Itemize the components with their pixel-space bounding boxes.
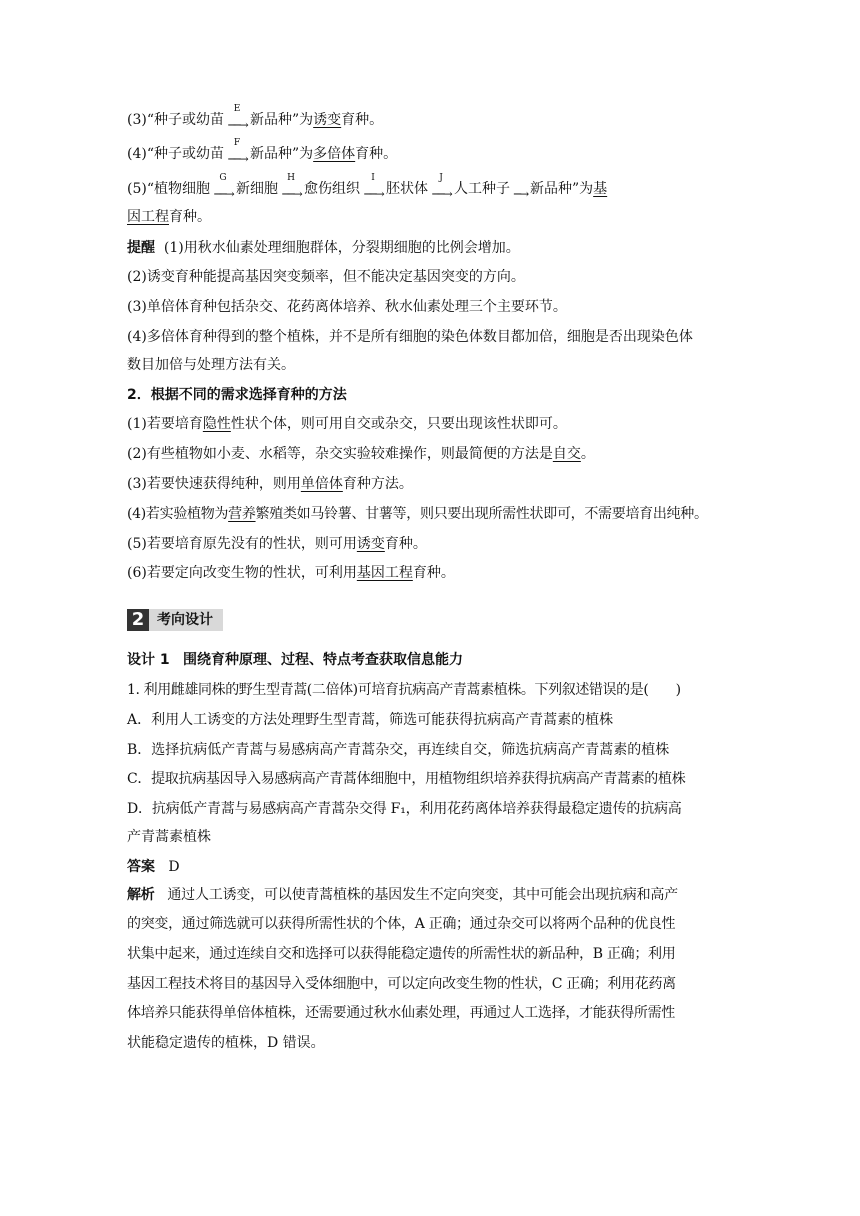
reminder-text: (3)单倍体育种包括杂交、花药离体培养、秋水仙素处理三个主要环节。 [127, 299, 567, 315]
step-text: (3)“种子或幼苗 [127, 112, 224, 128]
method-item [127, 534, 736, 554]
method-item [127, 504, 736, 524]
item-text: (1)若要培育 [127, 416, 203, 432]
section-number: 2 [127, 609, 149, 631]
analysis-text: 通过人工诱变，可以使青蒿植株的基因发生不定向突变，其中可能会出现抗病和高产 [167, 887, 678, 903]
arrow-h [279, 173, 303, 201]
step-text: 新品种”为 [530, 181, 594, 197]
analysis-text: 基因工程技术将目的基因导入受体细胞中，可以定向改变生物的性状，C 正确；利用花药离 [127, 976, 676, 992]
step-text: 育种。 [341, 112, 384, 128]
design-title: 围绕育种原理、过程、特点考查获取信息能力 [182, 652, 463, 668]
arrow-e [225, 104, 249, 132]
item-text: (4)若实验植物为 [127, 506, 229, 522]
item-text: 繁殖类如马铃薯、甘薯等，则只要出现所需性状即可，不需要培育出纯种。 [255, 506, 708, 522]
option-d-cont: 产青蒿素植株 [127, 829, 211, 845]
arrow-shaft-icon: ──→ [432, 187, 451, 201]
item-text: 育种。 [384, 536, 427, 552]
item-text: 育种方法。 [342, 476, 413, 492]
underlined-answer: 单倍体 [300, 476, 343, 492]
reminder-line-1 [127, 238, 736, 258]
item-text: 性状个体，则可用自交或杂交，只要出现该性状即可。 [230, 416, 567, 432]
underlined-answer: 诱变 [356, 536, 385, 552]
step-4-line [127, 138, 736, 166]
analysis-text: 的突变，通过筛选就可以获得所需性状的个体，A 正确；通过杂交可以将两个品种的优良性 [127, 916, 676, 932]
reminder-text: (1)用秋水仙素处理细胞群体，分裂期细胞的比例会增加。 [163, 240, 520, 256]
arrow-shaft-icon: ──→ [228, 152, 247, 166]
analysis-line-1 [127, 885, 736, 905]
step-text: 新品种”为 [250, 112, 314, 128]
answer-line [127, 857, 736, 877]
arrow-label: I [371, 173, 375, 183]
underlined-answer: 基 [593, 181, 608, 197]
underlined-answer: 自交 [552, 446, 581, 462]
method-item [127, 563, 736, 583]
arrow-f [225, 138, 249, 166]
item-text: (6)若要定向改变生物的性状，可利用 [127, 565, 357, 581]
step-text: 育种。 [169, 209, 211, 225]
item-text: (5)若要培育原先没有的性状，则可用 [127, 536, 357, 552]
design-line [127, 650, 736, 670]
item-text: 育种。 [412, 565, 455, 581]
reminder-label: 提醒 [127, 240, 155, 256]
option-b: B．选择抗病低产青蒿与易感病高产青蒿杂交，再连续自交，筛选抗病高产青蒿素的植株 [127, 742, 670, 758]
reminder-text: 数目加倍与处理方法有关。 [127, 357, 295, 373]
step-text: 愈伤组织 [304, 181, 360, 197]
arrow-shaft-icon: ──→ [228, 118, 247, 132]
method-item [127, 474, 736, 494]
step-3-line [127, 104, 736, 132]
step-text: 育种。 [355, 146, 398, 162]
underlined-answer: 诱变 [313, 112, 342, 128]
arrow-label: E [233, 104, 241, 114]
reminder-text: (4)多倍体育种得到的整个植株，并不是所有细胞的染色体数目都加倍，细胞是否出现染色体 [127, 329, 693, 345]
underlined-answer: 隐性 [202, 416, 231, 432]
section-heading: 2．根据不同的需求选择育种的方法 [127, 387, 347, 403]
step-text: 新细胞 [236, 181, 278, 197]
step-text: 人工种子 [454, 181, 510, 197]
underlined-answer: 因工程 [127, 209, 169, 225]
arrow-label: J [439, 173, 443, 183]
section-banner [127, 608, 223, 632]
section-title: 考向设计 [149, 609, 223, 631]
question-stem: 1. 利用雌雄同株的野生型青蒿(二倍体)可培育抗病高产青蒿素植株。下列叙述错误的是( ) [127, 682, 681, 698]
method-item [127, 444, 736, 464]
arrow-g [211, 173, 235, 201]
underlined-answer: 营养 [228, 506, 256, 522]
step-text: 胚状体 [386, 181, 428, 197]
answer-value: D [168, 859, 180, 875]
item-text: (3)若要快速获得纯种，则用 [127, 476, 301, 492]
step-text: (4)“种子或幼苗 [127, 146, 224, 162]
arrow-shaft-icon: ──→ [214, 187, 233, 201]
arrow-label: G [219, 173, 227, 183]
analysis-text: 状集中起来，通过连续自交和选择可以获得能稳定遗传的所需性状的新品种，B 正确；利用 [127, 946, 676, 962]
item-text: 。 [580, 446, 595, 462]
analysis-text: 状能稳定遗传的植株，D 错误。 [127, 1035, 325, 1051]
step-text: 新品种”为 [250, 146, 314, 162]
analysis-text: 体培养只能获得单倍体植株，还需要通过秋水仙素处理，再通过人工选择，才能获得所需性 [127, 1005, 675, 1021]
arrow-shaft-icon: ──→ [282, 187, 301, 201]
answer-label: 答案 [127, 859, 155, 875]
method-item [127, 414, 736, 434]
item-text: (2)有些植物如小麦、水稻等，杂交实验较难操作，则最简便的方法是 [127, 446, 553, 462]
step-5-line [127, 173, 736, 201]
option-a: A．利用人工诱变的方法处理野生型青蒿，筛选可能获得抗病高产青蒿素的植株 [127, 712, 614, 728]
underlined-answer: 基因工程 [356, 565, 413, 581]
arrow-plain [511, 179, 529, 199]
arrow-i [361, 173, 385, 201]
analysis-label: 解析 [127, 887, 155, 903]
underlined-answer: 多倍体 [313, 146, 356, 162]
design-label: 设计 1 [127, 652, 170, 668]
arrow-shaft-icon: ─→ [513, 187, 528, 201]
arrow-shaft-icon: ──→ [364, 187, 383, 201]
arrow-label: F [233, 138, 241, 148]
arrow-label: H [287, 173, 295, 183]
step-5-line-cont [127, 207, 736, 227]
reminder-text: (2)诱变育种能提高基因突变频率，但不能决定基因突变的方向。 [127, 269, 525, 285]
step-text: (5)“植物细胞 [127, 181, 210, 197]
option-c: C．提取抗病基因导入易感病高产青蒿体细胞中，用植物组织培养获得抗病高产青蒿素的植株 [127, 771, 686, 787]
arrow-j [429, 173, 453, 201]
option-d: D．抗病低产青蒿与易感病高产青蒿杂交得 F₁，利用花药离体培养获得最稳定遗传的抗病高 [127, 801, 682, 817]
